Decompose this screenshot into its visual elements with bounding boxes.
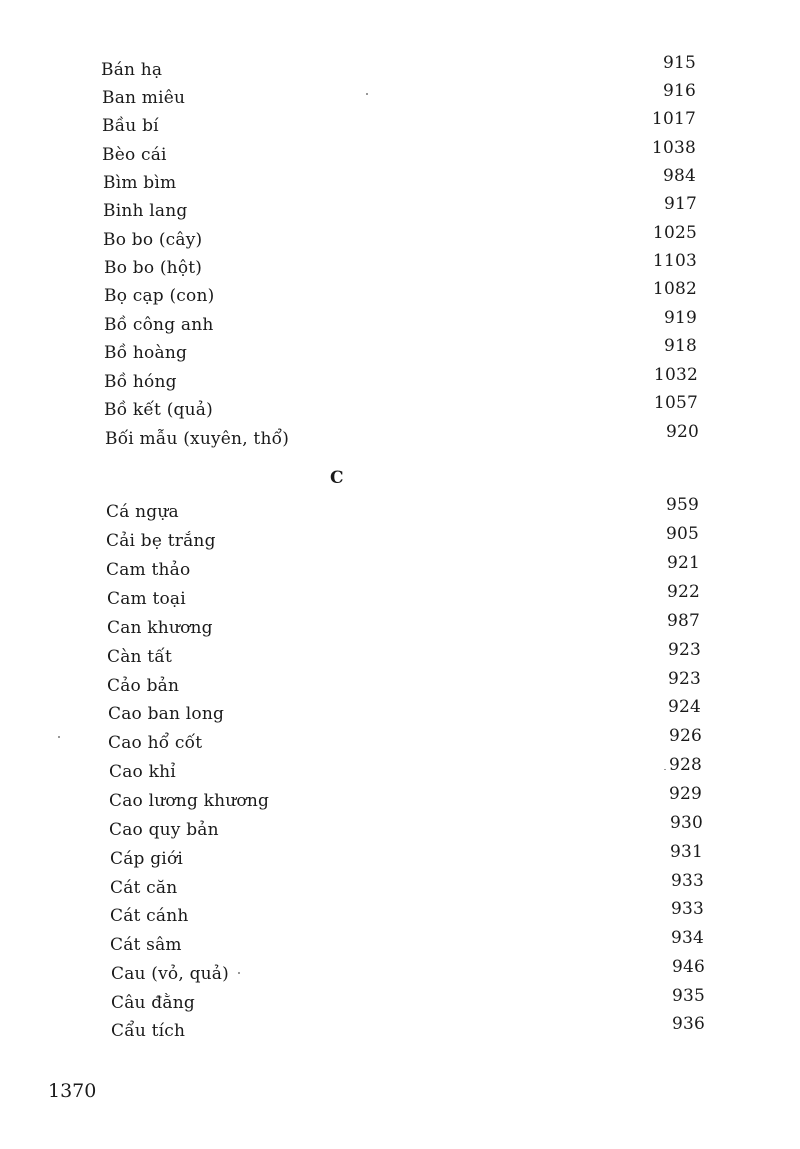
entry-term: Ban miêu	[102, 88, 186, 108]
entry-page: 915	[662, 53, 696, 73]
list-item	[106, 495, 699, 526]
entry-term: Bối mẫu (xuyên, thổ)	[105, 429, 290, 449]
entry-term: Bồ công anh	[104, 315, 214, 335]
list-item	[111, 1014, 705, 1045]
entry-page: 905	[665, 524, 699, 544]
entry-term: Bọ cạp (con)	[104, 286, 215, 306]
entry-page: 924	[667, 697, 701, 717]
entry-term: Cau (vỏ, quả)	[111, 964, 229, 984]
entry-page: 1057	[653, 393, 698, 413]
list-item	[107, 611, 700, 642]
entry-page: 918	[663, 336, 697, 356]
entry-term: Bồ hoàng	[104, 343, 188, 363]
entry-page: 931	[669, 842, 703, 862]
scan-speck	[366, 93, 368, 95]
entry-page: 1032	[653, 365, 698, 385]
entry-term: Bán hạ	[101, 60, 163, 80]
entry-term: Cát cánh	[110, 906, 189, 926]
entry-term: Cao lương khương	[109, 791, 270, 811]
entry-page: 935	[671, 986, 705, 1006]
entry-term: Cao ban long	[108, 704, 225, 724]
entry-term: Bo bo (hột)	[104, 258, 203, 278]
entry-page: 959	[665, 495, 699, 515]
entry-page: 1025	[652, 223, 697, 243]
list-item	[107, 669, 701, 700]
entry-term: Cá ngựa	[106, 502, 179, 522]
list-item	[110, 899, 704, 930]
entry-term: Can khương	[107, 618, 213, 638]
list-item	[104, 279, 697, 310]
entry-page: 920	[665, 422, 699, 442]
entry-page: 1038	[651, 138, 696, 158]
entry-term: Cải bẹ trắng	[106, 531, 216, 551]
entry-page: 923	[667, 669, 701, 689]
entry-page: 933	[670, 899, 704, 919]
list-item	[107, 640, 701, 671]
entry-page: 923	[667, 640, 701, 660]
entry-term: Cam thảo	[106, 560, 191, 580]
entry-page: 1082	[652, 279, 697, 299]
entry-page: 926	[668, 726, 702, 746]
entry-page: 919	[663, 308, 697, 328]
list-item	[109, 813, 703, 844]
list-item	[109, 755, 702, 786]
entry-term: Cao khỉ	[109, 762, 176, 782]
entry-page: 934	[670, 928, 704, 948]
entry-page: 933	[670, 871, 704, 891]
list-item	[111, 957, 705, 988]
list-item	[103, 194, 697, 225]
entry-page: 984	[662, 166, 696, 186]
entry-page: 917	[663, 194, 697, 214]
entry-term: Cát căn	[110, 878, 178, 898]
list-item	[105, 422, 699, 453]
page-number: 1370	[48, 1080, 97, 1102]
entry-term: Câu đằng	[111, 993, 195, 1013]
list-item	[104, 365, 698, 396]
entry-page: 929	[668, 784, 702, 804]
list-item	[104, 336, 697, 367]
entry-term: Cảo bản	[107, 676, 180, 696]
scan-speck	[664, 769, 666, 770]
list-item	[108, 697, 701, 728]
entry-term: Bìm bìm	[103, 173, 177, 193]
entry-page: 987	[666, 611, 700, 631]
list-item	[110, 928, 704, 959]
entry-page: 1103	[652, 251, 697, 271]
entry-page: 921	[666, 553, 700, 573]
list-item	[111, 986, 705, 1017]
entry-page: 922	[666, 582, 700, 602]
entry-term: Binh lang	[103, 201, 188, 221]
list-item	[101, 53, 696, 84]
scan-speck	[238, 972, 240, 974]
list-item	[110, 871, 704, 902]
list-item	[104, 393, 698, 424]
entry-page: 928	[668, 755, 702, 775]
entry-page: 1017	[651, 109, 696, 129]
entry-page: 936	[671, 1014, 705, 1034]
list-item	[104, 308, 697, 339]
list-item	[104, 251, 697, 282]
entry-page: 946	[671, 957, 705, 977]
entry-term: Cẩu tích	[111, 1021, 186, 1041]
entry-term: Cáp giới	[110, 849, 184, 869]
list-item	[106, 553, 700, 584]
entry-page: 930	[669, 813, 703, 833]
entry-page: 916	[662, 81, 696, 101]
entry-term: Bồ hóng	[104, 372, 177, 392]
list-item	[102, 81, 696, 112]
entry-term: Càn tất	[107, 647, 172, 667]
list-item	[103, 223, 697, 254]
entry-term: Bo bo (cây)	[103, 230, 203, 250]
section-heading: C	[330, 468, 344, 488]
entry-term: Cao hổ cốt	[108, 733, 203, 753]
list-item	[106, 524, 699, 555]
entry-term: Bầu bí	[102, 116, 159, 136]
list-item	[102, 138, 696, 169]
entry-term: Bèo cái	[102, 145, 167, 165]
entry-term: Cam toại	[107, 589, 186, 609]
entry-term: Cát sâm	[110, 935, 182, 955]
list-item	[102, 109, 696, 140]
list-item	[108, 726, 702, 757]
list-item	[109, 784, 702, 815]
entry-term: Cao quy bản	[109, 820, 219, 840]
list-item	[110, 842, 703, 873]
list-item	[103, 166, 696, 197]
entry-term: Bồ kết (quả)	[104, 400, 213, 420]
list-item	[107, 582, 700, 613]
scan-speck	[58, 736, 60, 738]
